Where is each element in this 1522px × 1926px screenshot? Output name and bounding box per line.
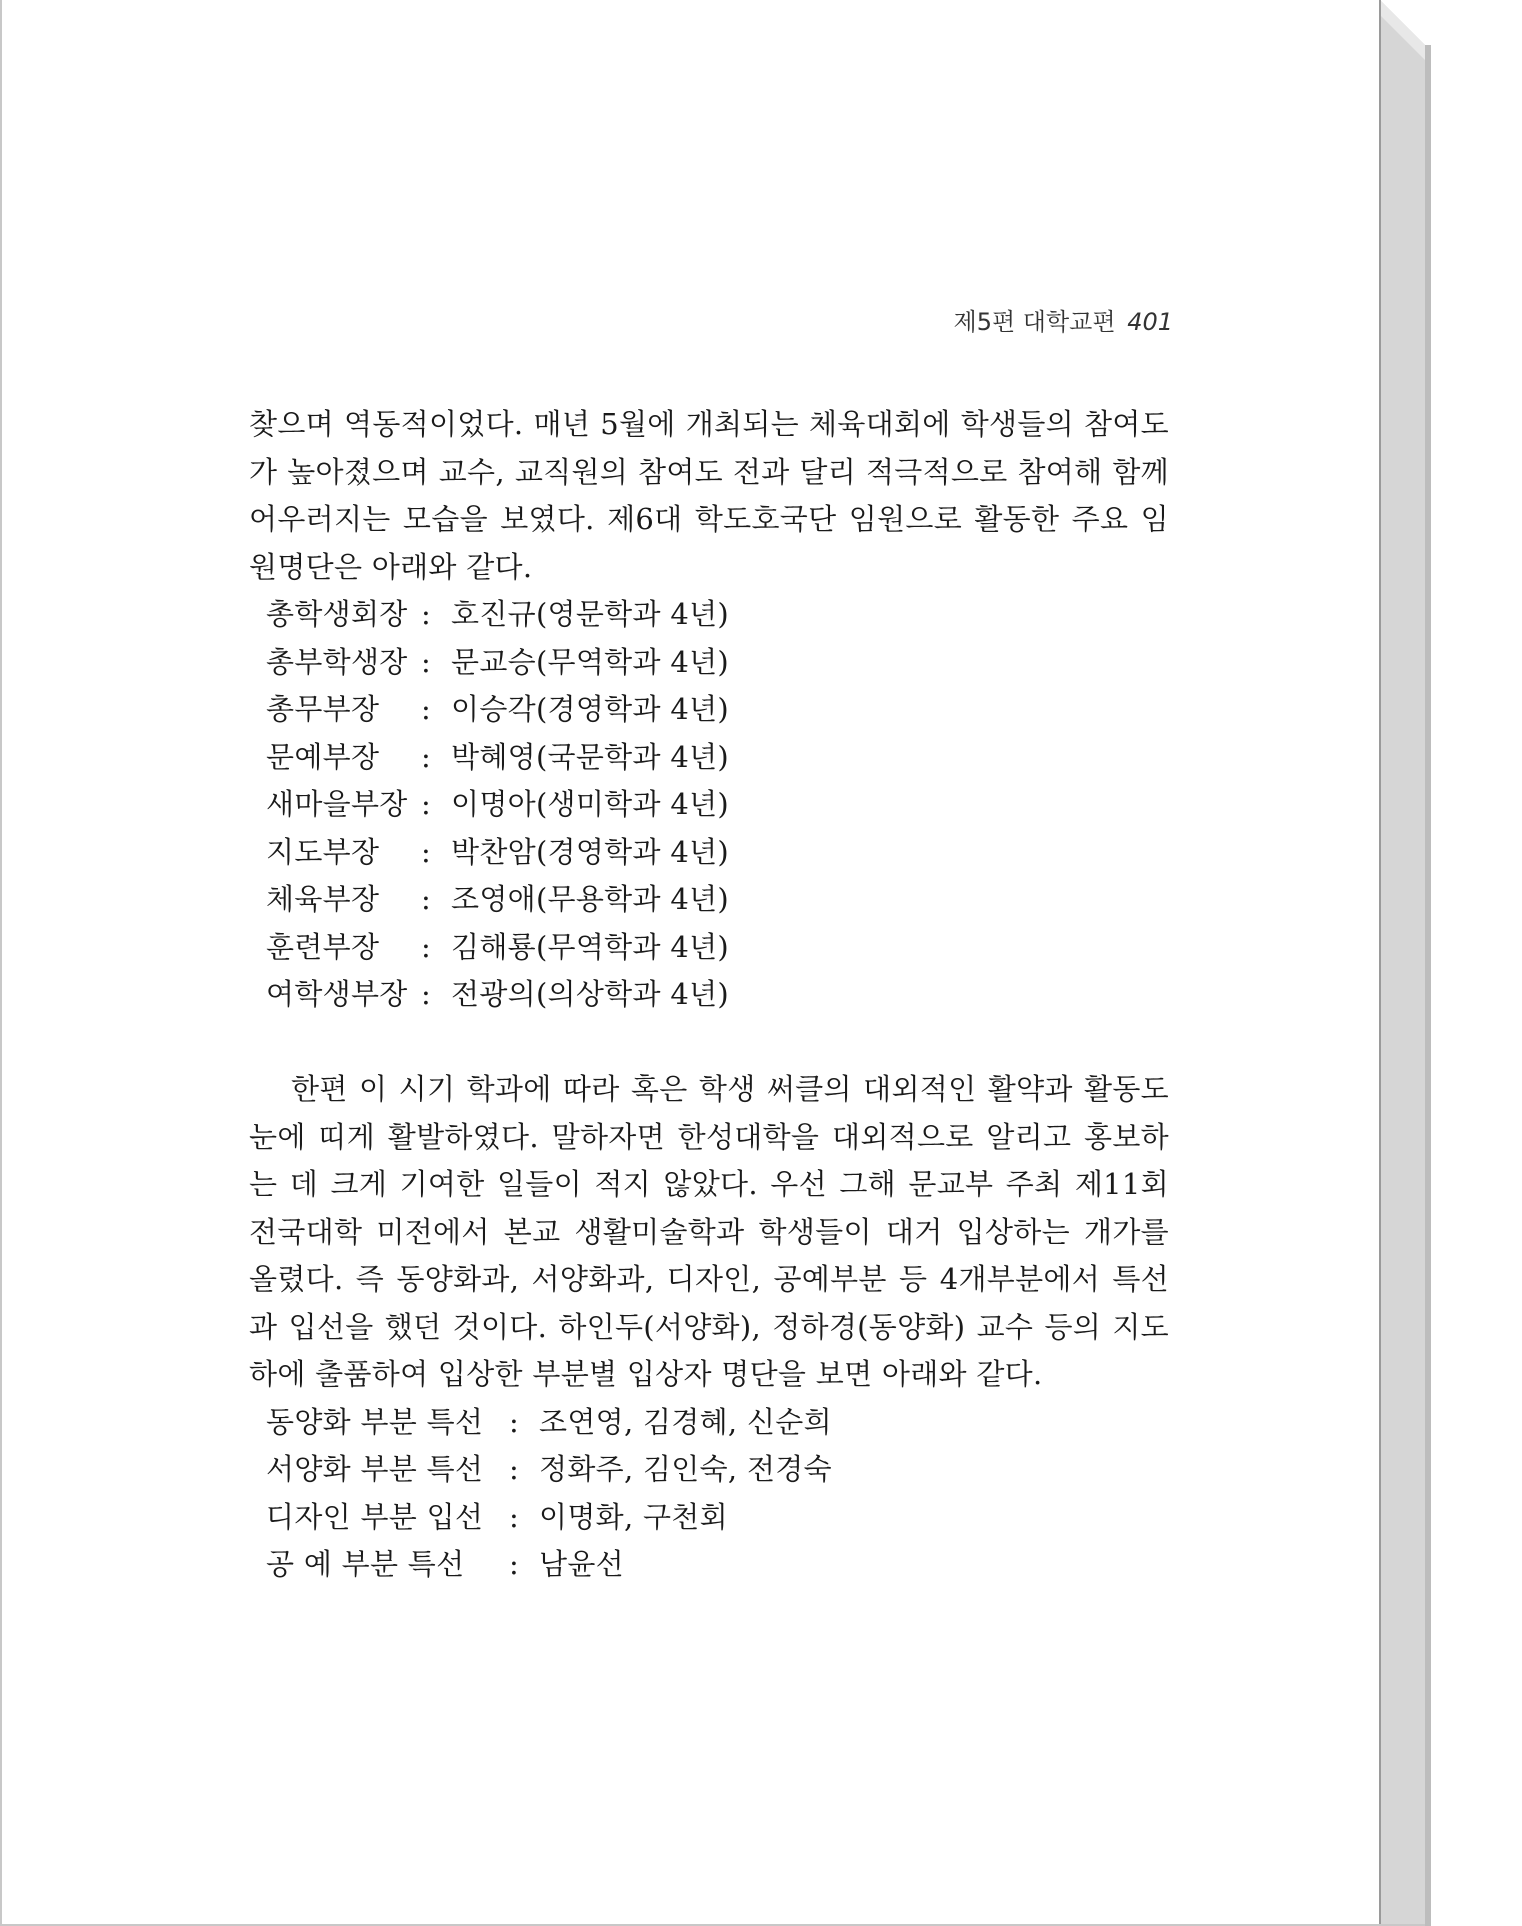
- separator: :: [421, 692, 432, 726]
- award-category: 공 예 부분 특선: [266, 1547, 465, 1581]
- list-item: [249, 686, 1169, 734]
- officer-title: 문예부장: [266, 739, 380, 774]
- officer-name: 조영애(무용학과 4년): [451, 882, 730, 916]
- separator: :: [509, 1547, 520, 1581]
- officer-title: 새마을부장: [266, 787, 408, 821]
- officer-title: 지도부장: [266, 834, 380, 869]
- list-item: [249, 781, 1169, 829]
- running-header: [954, 302, 1173, 337]
- separator: :: [421, 834, 432, 869]
- award-names: 이명화, 구천회: [539, 1499, 728, 1534]
- officer-title: 총무부장: [266, 692, 380, 726]
- list-item: [249, 829, 1169, 877]
- officer-name: 이명아(생미학과 4년): [451, 787, 730, 821]
- page-number: 401: [1127, 308, 1173, 336]
- separator: :: [509, 1404, 520, 1439]
- text-block-awards: [249, 1066, 1169, 1589]
- separator: :: [421, 739, 432, 774]
- separator: :: [421, 597, 432, 631]
- officer-name: 이승각(경영학과 4년): [451, 692, 730, 726]
- separator: :: [509, 1499, 520, 1534]
- separator: :: [421, 977, 432, 1011]
- award-names: 정화주, 김인숙, 전경숙: [539, 1452, 832, 1486]
- list-item: [249, 734, 1169, 782]
- officer-name: 김해룡(무역학과 4년): [451, 929, 730, 964]
- officer-name: 전광의(의상학과 4년): [451, 977, 730, 1011]
- officer-name: 박찬암(경영학과 4년): [451, 834, 730, 869]
- officer-title: 여학생부장: [266, 977, 408, 1011]
- list-item: [249, 1541, 1169, 1589]
- officer-title: 총학생회장: [266, 597, 408, 631]
- award-category: 동양화 부분 특선: [266, 1404, 484, 1439]
- officer-title: 훈련부장: [266, 929, 380, 964]
- award-names: 조연영, 김경혜, 신순희: [539, 1404, 832, 1439]
- award-category: 서양화 부분 특선: [266, 1452, 484, 1486]
- list-item: [249, 1494, 1169, 1542]
- award-list: [249, 1399, 1169, 1589]
- list-item: [249, 591, 1169, 639]
- list-item: [249, 971, 1169, 1019]
- officer-name: 박혜영(국문학과 4년): [451, 739, 730, 774]
- officer-name: 호진규(영문학과 4년): [451, 597, 730, 631]
- separator: :: [421, 929, 432, 964]
- officer-name: 문교승(무역학과 4년): [451, 644, 730, 679]
- officer-title: 총부학생장: [266, 644, 408, 679]
- text-block-officers: [249, 401, 1169, 1019]
- officer-title: 체육부장: [266, 882, 380, 916]
- separator: :: [421, 644, 432, 679]
- list-item: [249, 876, 1169, 924]
- section-title: 제5편 대학교편: [953, 308, 1116, 336]
- award-category: 디자인 부분 입선: [266, 1499, 484, 1534]
- paragraph-intro: 찾으며 역동적이었다. 매년 5월에 개최되는 체육대회에 학생들의 참여도가 높아졌으며 교수, 교직원의 참여도 전과 달리 적극적으로 참여해 함께 어우러지는 모습을 보였다. 제6대 학도호국단 임원으로 활동한 주요 임원명단은 아래와 같다.: [249, 407, 1169, 584]
- list-item: [249, 924, 1169, 972]
- separator: :: [421, 882, 432, 916]
- award-names: 남윤선: [539, 1547, 624, 1581]
- list-item: [249, 1446, 1169, 1494]
- list-item: [249, 1399, 1169, 1447]
- officer-list: [249, 591, 1169, 1019]
- separator: :: [421, 787, 432, 821]
- separator: :: [509, 1452, 520, 1486]
- list-item: [249, 639, 1169, 687]
- paragraph-awards: 한편 이 시기 학과에 따라 혹은 학생 써클의 대외적인 활약과 활동도 눈에 띠게 활발하였다. 말하자면 한성대학을 대외적으로 알리고 홍보하는 데 크게 기여한 일들이 적지 않았다. 우선 그해 문교부 주최 제11회 전국대학 미전에서 본교 생활미술학과 학생들이 대거 입상하는 개가를 올렸다. 즉 동양화과, 서양화과, 디자인, 공예부분 등 4개부분에서 특선과 입선을 했던 것이다. 하인두(서양화), 정하경(동양화) 교수 등의 지도하에 출품하여 입상한 부분별 입상자 명단을 보면 아래와 같다.: [249, 1072, 1169, 1391]
